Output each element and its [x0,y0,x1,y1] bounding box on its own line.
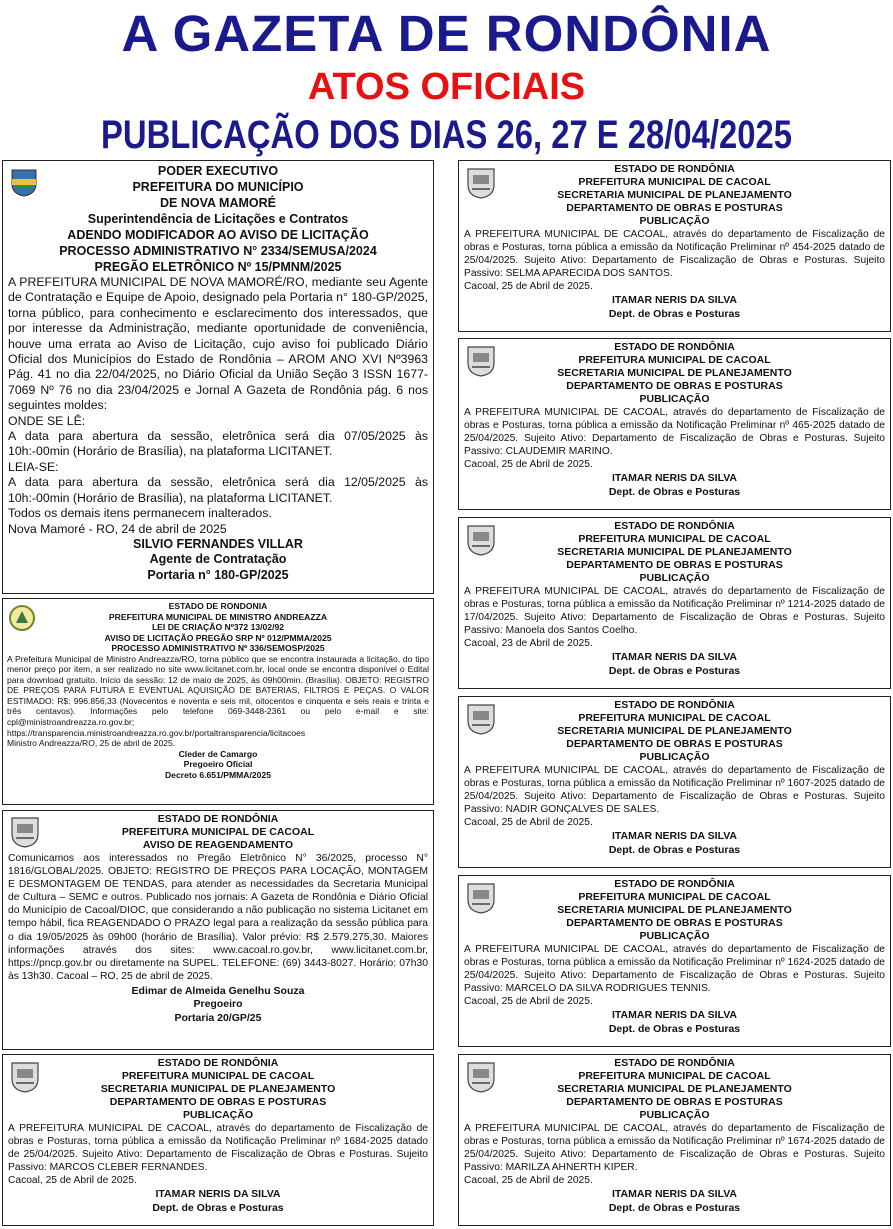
cc-notice-date: Cacoal, 25 de Abril de 2025. [464,996,593,1007]
notice-cacoal-publicacao [458,875,891,1047]
cc-header-1: ESTADO DE RONDÔNIA [614,341,735,353]
cc-notice-date: Cacoal, 23 de Abril de 2025. [464,638,593,649]
cc-header-3: SECRETARIA MUNICIPAL DE PLANEJAMENTO [557,546,792,558]
cc-header-2: PREFEITURA MUNICIPAL DE CACOAL [578,354,771,366]
cc-signer-dept: Dept. de Obras e Posturas [608,664,741,677]
cc-header-1: ESTADO DE RONDÔNIA [614,699,735,711]
nm-paragraph-6: Todos os demais itens permanecem inalterados. [8,506,272,521]
ma-paragraph-1: A Prefeitura Municipal de Ministro Andreazza/RO, torna público que se encontra instaurada a licitação, do tipo menor preço por item, a ser realizado no site www.licitanet.com.br, local onde se encontra disponível o Edital para download gratuito. Início da sessão: 12 de maio de 2025, às 09h00min. (Brasília). OBJETO: REGISTRO DE PREÇOS PARA FUTURA E EVENTUAL AQUISIÇÃO DE BATERIAS, FILTROS E PEÇAS. O VALOR ESTIMADO: R$: 996.856,33 (Novecentos e noventa e seis mil, oitocentos e cinquenta e seis reais e trinta e três centavos). Informações pelo telefone 069-3448-2361 ou pelo e-mail e site: cpl@ministroandreazza.ro.gov.br; https://transparencia.ministroandreazza.ro.gov.br/portaltransparencia/licitacoes [7,653,429,738]
ma-signer-decree: Decreto 6.651/PMMA/2025 [164,770,272,781]
cc-header-3: SECRETARIA MUNICIPAL DE PLANEJAMENTO [557,1083,792,1095]
andreazza-crest-icon [7,603,37,633]
nm-paragraph-1: A PREFEITURA MUNICIPAL DE NOVA MAMORÉ/RO, mediante seu Agente de Contratação e Equipe de Apoio, designado pela Portaria n° 180-GP/2025, torna público, para conhecimento e esclarecimento dos interessados, que por interesse da Administração, mediante oportunidade de conveniência, houve uma errata ao Aviso de Licitação, cujo aviso foi publicado Diário Oficial dos Municípios do Estado de Rondônia – AROM ANO XVI Nº3963 Pág. 41 no dia 22/04/2025, no Diário Oficial da União Seção 3 ISSN 1677-7069 Nº 76 no dia 23/04/2025 e Jornal A Gazeta de Rondônia pág. 6 nos seguintes moldes: [8,275,428,413]
cc-notice-text: A PREFEITURA MUNICIPAL DE CACOAL, através do departamento de Fiscalização de obras e Posturas, torna pública a emissão da Notificação Preliminar nº 1624-2025 datado de 25/04/2025. Sujeito Ativo: Departamento de Fiscalização de Obras e Posturas. Sujeito Passivo: MARCELO DA SILVA RODRIGUES TENNIS. [464,944,885,994]
nm-paragraph-7: Nova Mamoré - RO, 24 de abril de 2025 [8,521,227,536]
nm-header-4: Superintendência de Licitações e Contratos [87,212,349,226]
cacoal-crest-icon [464,167,498,199]
cc-notice-text: A PREFEITURA MUNICIPAL DE CACOAL, através do departamento de Fiscalização de obras e Posturas, torna pública a emissão da Notificação Preliminar nº 465-2025 datado de 25/04/2025. Sujeito Ativo: Departamento de Fiscalização de Obras e Posturas. Sujeito Passivo: CLAUDEMIR MARINO. [464,407,885,457]
cc-signer-dept: Dept. de Obras e Posturas [152,1201,284,1214]
cc-header-1: ESTADO DE RONDÔNIA [614,1057,735,1069]
ma-paragraph-2: Ministro Andreazza/RO, 25 de abril de 2025. [7,738,176,749]
notice-reagendamento [2,810,434,1050]
ma-header-5: PROCESSO ADMINISTRATIVO Nº 336/SEMOSP/2025 [111,643,325,653]
nm-header-3: DE NOVA MAMORÉ [160,196,276,210]
cacoal-crest-icon [464,345,498,377]
cc-signer-dept: Dept. de Obras e Posturas [608,485,741,498]
cacoal-crest-icon [464,882,498,914]
nm-signer-name: SILVIO FERNANDES VILLAR [133,536,303,551]
cc-notice-date: Cacoal, 25 de Abril de 2025. [8,1175,137,1186]
cc-header-5: PUBLICAÇÃO [183,1109,253,1121]
cc-header-5: PUBLICAÇÃO [639,751,710,763]
notice-cacoal-publicacao [458,338,891,510]
nm-signer-portaria: Portaria n° 180-GP/2025 [147,567,289,582]
notice-cacoal-publicacao [458,517,891,689]
cc-header-1: ESTADO DE RONDÔNIA [614,163,735,175]
nm-header-5: ADENDO MODIFICADOR AO AVISO DE LICITAÇÃO [67,228,369,242]
cc-header-2: PREFEITURA MUNICIPAL DE CACOAL [578,176,771,188]
cacoal-crest-icon [464,703,498,735]
cc-signer-name: ITAMAR NERIS DA SILVA [611,472,738,484]
nm-signer-role: Agente de Contratação [149,552,287,567]
cacoal-crest-icon [8,1061,42,1093]
cacoal-crest-icon [8,816,42,848]
cacoal-crest-icon [464,524,498,556]
ma-header-1: ESTADO DE RONDONIA [168,601,268,611]
cc-header-5: PUBLICAÇÃO [639,393,710,405]
cc-header-3: SECRETARIA MUNICIPAL DE PLANEJAMENTO [557,367,792,379]
cc-header-5: PUBLICAÇÃO [639,930,710,942]
cc-signer-name: ITAMAR NERIS DA SILVA [611,1188,738,1200]
cc-signer-name: ITAMAR NERIS DA SILVA [155,1188,281,1200]
cc-header-1: ESTADO DE RONDÔNIA [614,878,735,890]
nm-paragraph-4: LEIA-SE: [8,459,59,474]
cc-header-3: SECRETARIA MUNICIPAL DE PLANEJAMENTO [557,904,792,916]
nm-header-7: PREGÃO ELETRÔNICO Nº 15/PMNM/2025 [94,260,342,274]
re-header-2: PREFEITURA MUNICIPAL DE CACOAL [121,826,315,838]
notice-ministro-andreazza [2,598,434,805]
cc-header-3: SECRETARIA MUNICIPAL DE PLANEJAMENTO [100,1083,336,1095]
cc-signer-name: ITAMAR NERIS DA SILVA [611,651,738,663]
notice-cacoal-publicacao [458,160,891,332]
cc-header-5: PUBLICAÇÃO [639,215,710,227]
cc-header-1: ESTADO DE RONDÔNIA [157,1057,279,1069]
notice-nova-mamore [2,160,434,594]
re-paragraph-1: Comunicamos aos interessados no Pregão Eletrônico N° 36/2025, processo N° 1816/GLOBAL/2025. OBJETO: REGISTRO DE PREÇOS PARA LOCAÇÃO, MONTAGEM E DESMONTAGEM DE TENDAS, para atender as necessidades da Secretaria Municipal de Cultura – SEMC e outros. Publicado nos jornais: A Gazeta de Rondônia e Diário Oficial do Município de Cacoal/DIOC, que considerando a não publicação no sistema Licitanet em tempo hábil, fica REAGENDADO O PRAZO legal para a realização da sessão pública para o dia 19/05/2025 às 09h00 (horário de Brasília). Valor prévio: R$ 2.579.275,30. Maiores informações através dos sites: www.cacoal.ro.gov.br, www.licitanet.com.br, https://pncp.gov.br ou diretamente na SUPEL. TELEFONE: (69) 3443-8027. Horário: 07h30 às 13h30. Cacoal – RO, 25 de abril de 2025. [8,853,428,982]
ma-header-4: AVISO DE LICITAÇÃO PREGÃO SRP Nº 012/PMMA/2025 [104,632,332,643]
cc-header-4: DEPARTAMENTO DE OBRAS E POSTURAS [566,1096,783,1108]
cc-header-4: DEPARTAMENTO DE OBRAS E POSTURAS [566,202,783,214]
cc-notice-date: Cacoal, 25 de Abril de 2025. [464,1175,593,1186]
ma-header-3: LEI DE CRIAÇÃO Nº372 13/02/92 [151,622,285,632]
re-header-1: ESTADO DE RONDÔNIA [157,813,279,825]
cc-header-4: DEPARTAMENTO DE OBRAS E POSTURAS [566,917,783,929]
cc-header-4: DEPARTAMENTO DE OBRAS E POSTURAS [109,1096,327,1108]
cc-header-5: PUBLICAÇÃO [639,572,710,584]
cc-signer-dept: Dept. de Obras e Posturas [608,1201,741,1214]
cc-notice-text: A PREFEITURA MUNICIPAL DE CACOAL, através do departamento de Fiscalização de obras e Posturas, torna pública a emissão da Notificação Preliminar nº 1684-2025 datado de 25/04/2025. Sujeito Ativo: Departamento de Fiscalização de Obras e Posturas. Sujeito Passivo: MARCOS CLEBER FERNANDES. [8,1123,428,1173]
re-header-3: AVISO DE REAGENDAMENTO [142,839,294,851]
cc-header-3: SECRETARIA MUNICIPAL DE PLANEJAMENTO [557,725,792,737]
nova-mamore-crest-icon [9,167,39,197]
re-signer-name: Edimar de Almeida Genelhu Souza [131,984,305,997]
cc-notice-text: A PREFEITURA MUNICIPAL DE CACOAL, através do departamento de Fiscalização de obras e Posturas, torna pública a emissão da Notificação Preliminar nº 1674-2025 datado de 25/04/2025. Sujeito Ativo: Departamento de Fiscalização de Obras e Posturas. Sujeito Passivo: MARILZA AHNERTH KIPER. [464,1123,885,1173]
cc-header-4: DEPARTAMENTO DE OBRAS E POSTURAS [566,738,783,750]
cc-signer-dept: Dept. de Obras e Posturas [608,843,741,856]
cc-header-2: PREFEITURA MUNICIPAL DE CACOAL [578,1070,771,1082]
nm-header-6: PROCESSO ADMINISTRATIVO N° 2334/SEMUSA/2024 [59,244,377,258]
re-signer-role: Pregoeiro [193,998,243,1011]
cc-header-3: SECRETARIA MUNICIPAL DE PLANEJAMENTO [557,189,792,201]
cacoal-crest-icon [464,1061,498,1093]
cc-notice-date: Cacoal, 25 de Abril de 2025. [464,281,593,292]
notice-cacoal-publicacao [2,1054,434,1226]
cc-notice-text: A PREFEITURA MUNICIPAL DE CACOAL, através do departamento de Fiscalização de obras e Posturas, torna pública a emissão da Notificação Preliminar nº 454-2025 datado de 25/04/2025. Sujeito Ativo: Departamento de Fiscalização de Obras e Posturas. Sujeito Passivo: SELMA APARECIDA DOS SANTOS. [464,229,885,279]
cc-signer-dept: Dept. de Obras e Posturas [608,1022,741,1035]
nm-header-1: PODER EXECUTIVO [157,164,279,178]
cc-header-4: DEPARTAMENTO DE OBRAS E POSTURAS [566,559,783,571]
nm-paragraph-2: ONDE SE LÊ: [8,413,86,428]
cc-notice-date: Cacoal, 25 de Abril de 2025. [464,459,593,470]
cc-notice-text: A PREFEITURA MUNICIPAL DE CACOAL, através do departamento de Fiscalização de obras e Posturas, torna pública a emissão da Notificação Preliminar nº 1607-2025 datado de 25/04/2025. Sujeito Ativo: Departamento de Fiscalização de Obras e Posturas. Sujeito Passivo: NADIR GONÇALVES DE SALES. [464,765,885,815]
cc-header-2: PREFEITURA MUNICIPAL DE CACOAL [578,712,771,724]
cc-header-4: DEPARTAMENTO DE OBRAS E POSTURAS [566,380,783,392]
section-title: ATOS OFICIAIS [307,66,586,108]
nm-paragraph-3: A data para abertura da sessão, eletrônica será dia 07/05/2025 às 10h:-00min (Horário de Brasília), na plataforma LICITANET. [8,429,428,459]
cc-signer-name: ITAMAR NERIS DA SILVA [611,294,738,306]
publication-dates: PUBLICAÇÃO DOS DIAS 26, 27 E 28/04/2025 [101,113,792,157]
newspaper-title: A GAZETA DE RONDÔNIA [121,5,772,62]
cc-header-1: ESTADO DE RONDÔNIA [614,520,735,532]
re-signer-portaria: Portaria 20/GP/25 [174,1011,262,1024]
cc-header-2: PREFEITURA MUNICIPAL DE CACOAL [121,1070,315,1082]
cc-signer-name: ITAMAR NERIS DA SILVA [611,1009,738,1021]
cc-header-2: PREFEITURA MUNICIPAL DE CACOAL [578,891,771,903]
cc-signer-dept: Dept. de Obras e Posturas [608,307,741,320]
cc-notice-text: A PREFEITURA MUNICIPAL DE CACOAL, através do departamento de Fiscalização de obras e Posturas, torna pública a emissão da Notificação Preliminar nº 1214-2025 datado de 17/04/2025. Sujeito Ativo: Departamento de Fiscalização de Obras e Posturas. Sujeito Passivo: Manoela dos Santos Coelho. [464,586,885,636]
cc-header-2: PREFEITURA MUNICIPAL DE CACOAL [578,533,771,545]
notice-cacoal-publicacao [458,696,891,868]
notice-cacoal-publicacao [458,1054,891,1226]
nm-header-2: PREFEITURA DO MUNICÍPIO [132,180,304,194]
cc-notice-date: Cacoal, 25 de Abril de 2025. [464,817,593,828]
ma-signer-role: Pregoeiro Oficial [183,759,253,770]
ma-signer-name: Cleder de Camargo [178,748,258,759]
nm-paragraph-5: A data para abertura da sessão, eletrônica será dia 12/05/2025 às 10h:-00min (Horário de Brasília), na plataforma LICITANET. [8,475,428,505]
ma-header-2: PREFEITURA MUNICIPAL DE MINISTRO ANDREAZZA [108,611,328,622]
cc-signer-name: ITAMAR NERIS DA SILVA [611,830,738,842]
cc-header-5: PUBLICAÇÃO [639,1109,710,1121]
